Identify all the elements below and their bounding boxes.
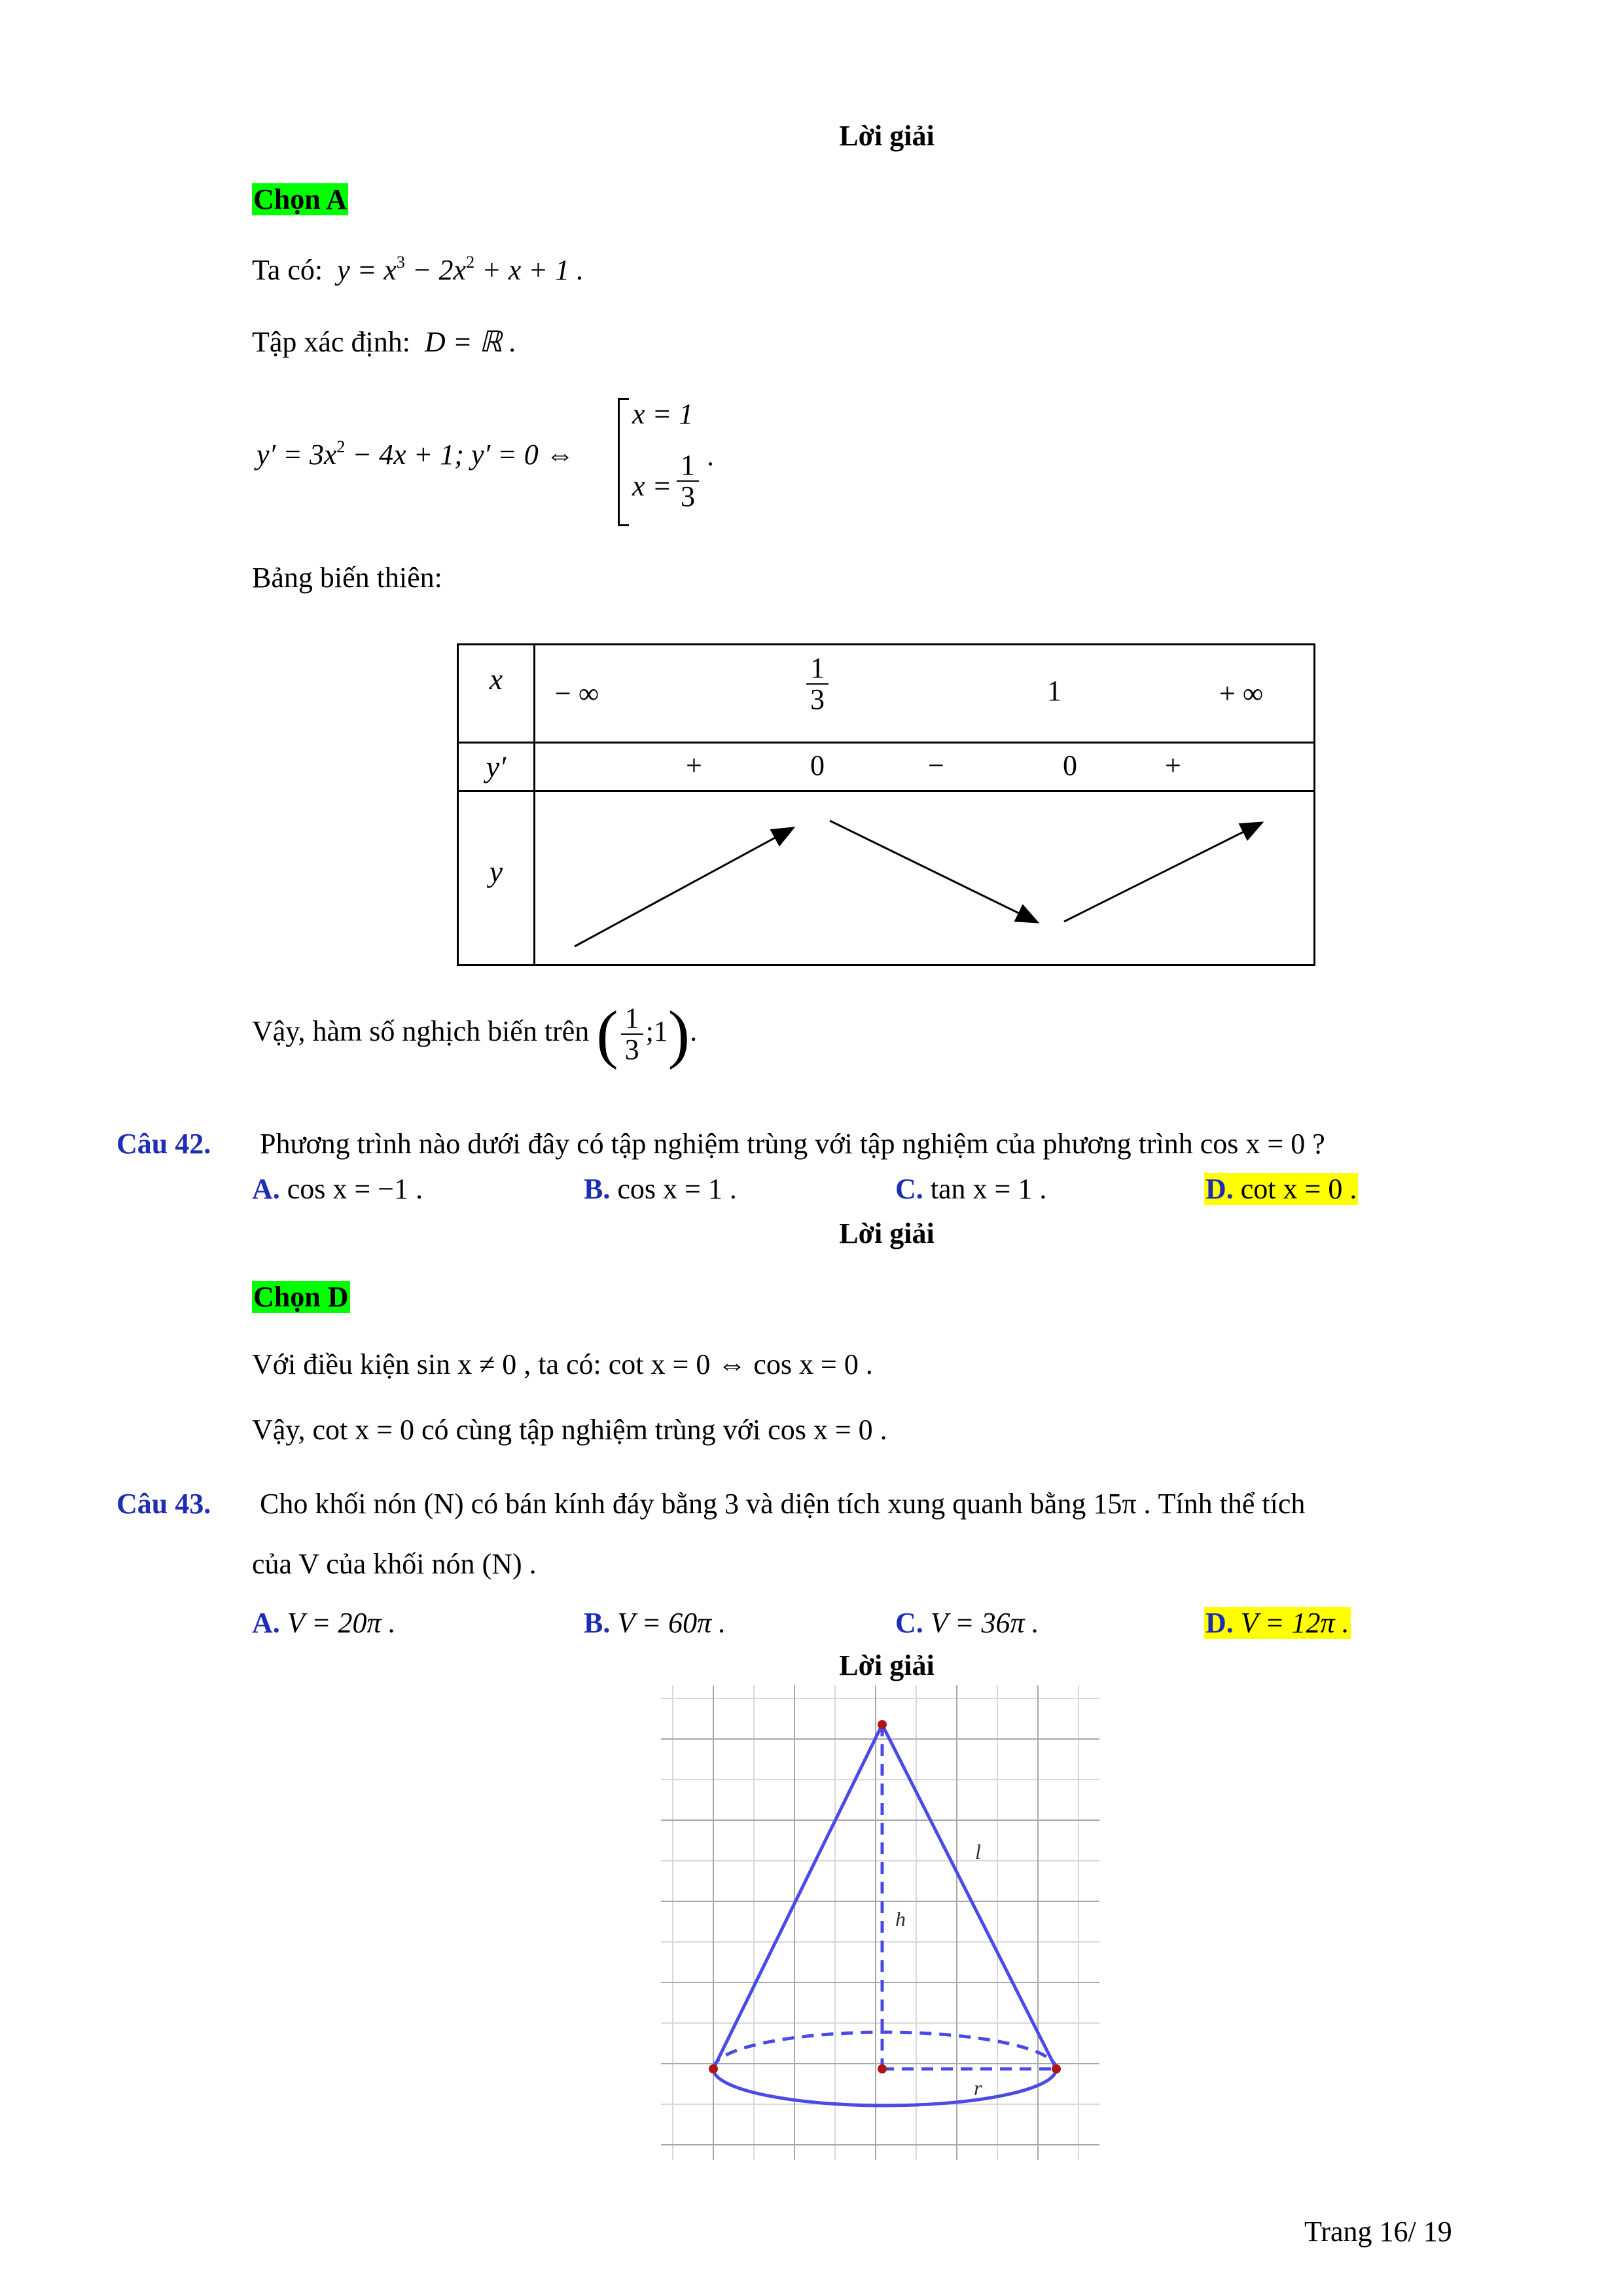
neg-infinity: − ∞ (555, 677, 599, 709)
q42-option-b[interactable]: B. cos x = 1 . (584, 1173, 737, 1205)
cone-slant-edge (882, 1725, 1056, 2069)
root-one-third-fraction: $\frac{1}{3}$ (674, 450, 702, 512)
right-base-point (1052, 2064, 1061, 2073)
q43-option-a[interactable]: A. V = 20π . (252, 1607, 396, 1639)
q43-option-d[interactable]: D. V = 12π . (1205, 1607, 1349, 1639)
q43-solution-heading: Lời giải (839, 1649, 935, 1681)
height-label: h (895, 1907, 906, 1931)
increasing-arrow-2 (1064, 823, 1260, 922)
sign-zero-2: 0 (1063, 749, 1077, 781)
q43-option-b[interactable]: B. V = 60π . (584, 1607, 726, 1639)
cone-figure (661, 1685, 1106, 2163)
pos-infinity: + ∞ (1219, 677, 1264, 709)
variation-table-label: Bảng biến thiên: (252, 562, 442, 594)
one-value: 1 (1047, 675, 1061, 707)
question-42-number: Câu 42. (116, 1128, 211, 1160)
cone-base-front (713, 2069, 1056, 2106)
solution-heading: Lời giải (839, 120, 935, 152)
q42-answer-choice: Chọn D (253, 1281, 349, 1313)
sign-plus-1: + (686, 749, 702, 781)
left-base-point (709, 2064, 718, 2073)
radius-label: r (974, 2076, 982, 2100)
root-one: x = 1 (632, 398, 694, 430)
sign-minus: − (928, 749, 944, 781)
variation-arrows (535, 792, 1318, 965)
decreasing-arrow (830, 821, 1036, 922)
sign-plus-2: + (1165, 749, 1181, 781)
answer-choice-label: Chọn A (253, 183, 348, 215)
variation-table (457, 643, 1315, 966)
question-42-text: Phương trình nào dưới đây có tập nghiệm trùng với tập nghiệm của phương trình cos x = 0 ? (260, 1128, 1325, 1160)
slant-label: l (975, 1840, 981, 1863)
cone-left-edge (713, 1725, 882, 2069)
question-43-text-line-1: Cho khối nón (N) có bán kính đáy bằng 3 và diện tích xung quanh bằng 15π . Tính thể tích (260, 1488, 1306, 1520)
sign-zero-1: 0 (810, 749, 825, 781)
page-number: Trang 16/ 19 (1304, 2215, 1452, 2248)
q42-solution-line-2: Vậy, cot x = 0 có cùng tập nghiệm trùng với cos x = 0 . (252, 1414, 887, 1446)
table-x-label: x (489, 662, 503, 696)
question-43-number: Câu 43. (116, 1488, 211, 1520)
table-yprime-label: y′ (486, 750, 507, 783)
table-y-label: y (489, 855, 503, 888)
q42-option-d[interactable]: D. cot x = 0 . (1205, 1173, 1357, 1205)
question-43-text-line-2: của V của khối nón (N) . (252, 1548, 537, 1580)
root-dot: . (707, 440, 714, 472)
q42-solution-line-1: Với điều kiện sin x ≠ 0 , ta có: cot x = 0 ⇔ cos x = 0 . (252, 1348, 873, 1380)
q43-option-c[interactable]: C. V = 36π . (895, 1607, 1039, 1639)
apex-point (878, 1720, 887, 1729)
monotonic-conclusion: Vậy, hàm số nghịch biến trên ( $\frac{1}{3}$ ;1). (252, 997, 698, 1070)
q42-option-c[interactable]: C. tan x = 1 . (895, 1173, 1047, 1205)
root-one-third-lhs: x = (632, 470, 672, 502)
root-bracket (618, 398, 629, 526)
increasing-arrow-1 (575, 829, 792, 946)
q42-solution-heading: Lời giải (839, 1217, 935, 1249)
one-third-value: $\frac{1}{3}$ (804, 653, 831, 715)
domain-line: Tập xác định: D = ℝ . (252, 326, 517, 358)
center-point (878, 2064, 887, 2073)
q42-option-a[interactable]: A. cos x = −1 . (252, 1173, 423, 1205)
derivative-line: $y' = 3x^2 - 4x + 1$; y′ = 0 ⇔ (257, 437, 575, 471)
function-definition: Ta có: $y = x^3 - 2x^2 + x + 1$ . (252, 253, 584, 286)
